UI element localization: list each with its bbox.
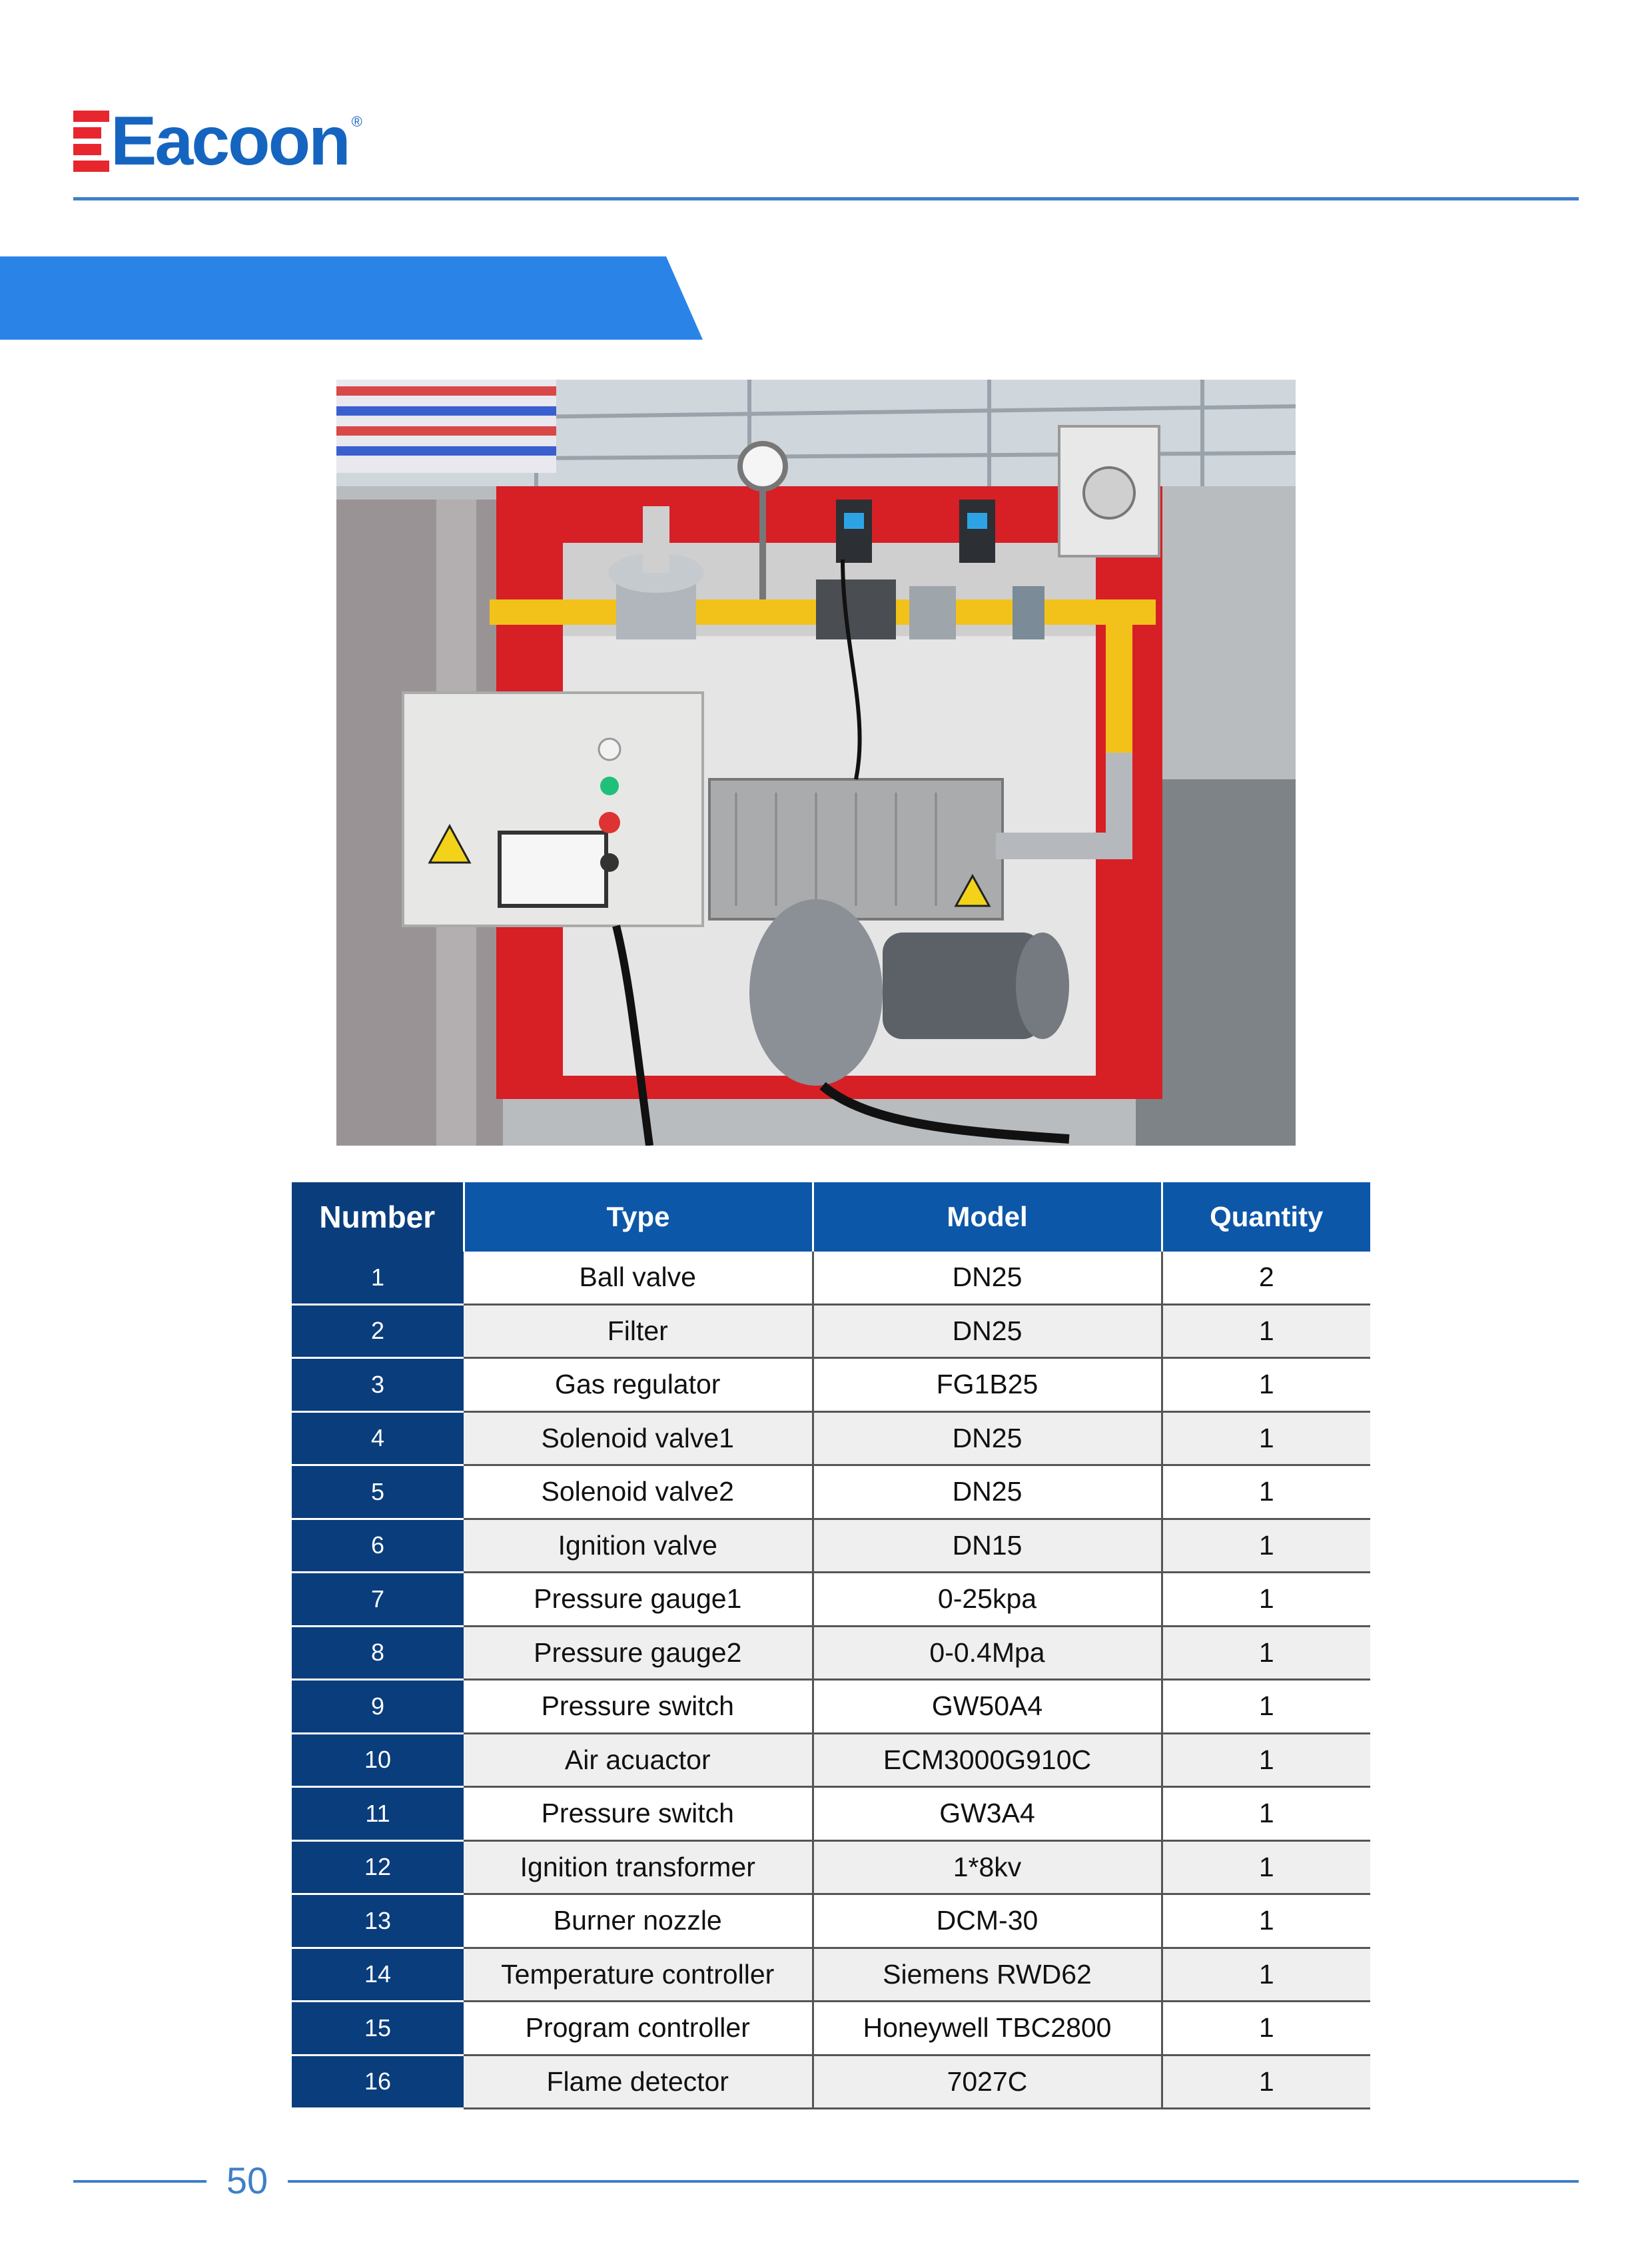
table-row bbox=[292, 1304, 1370, 1358]
section-title: Linear combustion system bbox=[69, 15, 611, 67]
footer-divider-left bbox=[73, 2180, 206, 2183]
cell-quantity: 1 bbox=[1162, 1894, 1370, 1948]
cell-type: Solenoid valve2 bbox=[464, 1465, 813, 1519]
table-row bbox=[292, 1573, 1370, 1627]
cell-model: Honeywell TBC2800 bbox=[813, 2002, 1162, 2055]
cell-model: 7027C bbox=[813, 2055, 1162, 2109]
header-quantity: Quantity bbox=[1162, 1182, 1370, 1252]
footer-divider-right bbox=[288, 2180, 1579, 2183]
table-row bbox=[292, 2055, 1370, 2109]
cell-quantity: 1 bbox=[1162, 1787, 1370, 1841]
table-row bbox=[292, 1358, 1370, 1412]
cell-model: GW50A4 bbox=[813, 1680, 1162, 1734]
cell-quantity: 1 bbox=[1162, 1304, 1370, 1358]
cell-number: 3 bbox=[292, 1358, 464, 1412]
cell-model: DCM-30 bbox=[813, 1894, 1162, 1948]
burner-assembly-photo bbox=[336, 380, 1296, 1146]
table-row bbox=[292, 1680, 1370, 1734]
cell-quantity: 1 bbox=[1162, 1519, 1370, 1573]
cell-model: DN25 bbox=[813, 1304, 1162, 1358]
cell-number: 8 bbox=[292, 1626, 464, 1680]
cell-quantity: 1 bbox=[1162, 1840, 1370, 1894]
table-row bbox=[292, 1519, 1370, 1573]
header-number: Number bbox=[292, 1182, 464, 1252]
cell-type: Ignition valve bbox=[464, 1519, 813, 1573]
cell-number: 14 bbox=[292, 1948, 464, 2002]
cell-quantity: 1 bbox=[1162, 1733, 1370, 1787]
components-table bbox=[292, 1182, 1370, 2109]
cell-quantity: 1 bbox=[1162, 1948, 1370, 2002]
table-row bbox=[292, 1894, 1370, 1948]
cell-model: DN15 bbox=[813, 1519, 1162, 1573]
cell-model: FG1B25 bbox=[813, 1358, 1162, 1412]
header-divider bbox=[73, 197, 1579, 200]
cell-model: DN25 bbox=[813, 1252, 1162, 1304]
cell-quantity: 1 bbox=[1162, 1680, 1370, 1734]
cell-number: 9 bbox=[292, 1680, 464, 1734]
cell-number: 5 bbox=[292, 1465, 464, 1519]
cell-type: Pressure gauge2 bbox=[464, 1626, 813, 1680]
table-row bbox=[292, 1626, 1370, 1680]
cell-quantity: 1 bbox=[1162, 1626, 1370, 1680]
cell-number: 10 bbox=[292, 1733, 464, 1787]
section-banner bbox=[0, 256, 703, 340]
cell-quantity: 2 bbox=[1162, 1252, 1370, 1304]
cell-type: Program controller bbox=[464, 2002, 813, 2055]
cell-number: 11 bbox=[292, 1787, 464, 1841]
cell-model: 0-0.4Mpa bbox=[813, 1626, 1162, 1680]
cell-number: 13 bbox=[292, 1894, 464, 1948]
cell-model: 0-25kpa bbox=[813, 1573, 1162, 1627]
cell-type: Flame detector bbox=[464, 2055, 813, 2109]
cell-number: 1 bbox=[292, 1252, 464, 1304]
cell-number: 15 bbox=[292, 2002, 464, 2055]
cell-model: GW3A4 bbox=[813, 1787, 1162, 1841]
cell-model: ECM3000G910C bbox=[813, 1733, 1162, 1787]
cell-type: Pressure gauge1 bbox=[464, 1573, 813, 1627]
cell-type: Air acuactor bbox=[464, 1733, 813, 1787]
cell-model: 1*8kv bbox=[813, 1840, 1162, 1894]
table-row bbox=[292, 2002, 1370, 2055]
header-type: Type bbox=[464, 1182, 813, 1252]
cell-number: 7 bbox=[292, 1573, 464, 1627]
cell-type: Burner nozzle bbox=[464, 1894, 813, 1948]
table-row bbox=[292, 1411, 1370, 1465]
page-number: 50 bbox=[226, 2159, 268, 2201]
cell-type: Gas regulator bbox=[464, 1358, 813, 1412]
cell-quantity: 1 bbox=[1162, 1573, 1370, 1627]
cell-quantity: 1 bbox=[1162, 2055, 1370, 2109]
cell-type: Pressure switch bbox=[464, 1680, 813, 1734]
cell-type: Pressure switch bbox=[464, 1787, 813, 1841]
logo-mark-icon bbox=[73, 111, 113, 172]
table-row bbox=[292, 1840, 1370, 1894]
cell-type: Ball valve bbox=[464, 1252, 813, 1304]
table-header-row bbox=[292, 1182, 1370, 1252]
table-row bbox=[292, 1252, 1370, 1304]
table-row bbox=[292, 1465, 1370, 1519]
cell-quantity: 1 bbox=[1162, 1465, 1370, 1519]
table-row bbox=[292, 1733, 1370, 1787]
cell-number: 4 bbox=[292, 1411, 464, 1465]
cell-type: Solenoid valve1 bbox=[464, 1411, 813, 1465]
cell-quantity: 1 bbox=[1162, 1358, 1370, 1412]
cell-type: Filter bbox=[464, 1304, 813, 1358]
cell-quantity: 1 bbox=[1162, 2002, 1370, 2055]
cell-number: 6 bbox=[292, 1519, 464, 1573]
cell-number: 12 bbox=[292, 1840, 464, 1894]
table-row bbox=[292, 1948, 1370, 2002]
cell-model: DN25 bbox=[813, 1411, 1162, 1465]
brand-logo bbox=[73, 103, 362, 180]
cell-model: Siemens RWD62 bbox=[813, 1948, 1162, 2002]
header-model: Model bbox=[813, 1182, 1162, 1252]
cell-type: Temperature controller bbox=[464, 1948, 813, 2002]
registered-mark: ® bbox=[351, 113, 362, 130]
brand-name: Eacoon bbox=[111, 103, 349, 180]
cell-number: 2 bbox=[292, 1304, 464, 1358]
cell-quantity: 1 bbox=[1162, 1411, 1370, 1465]
cell-type: Ignition transformer bbox=[464, 1840, 813, 1894]
cell-number: 16 bbox=[292, 2055, 464, 2109]
cell-model: DN25 bbox=[813, 1465, 1162, 1519]
table-row bbox=[292, 1787, 1370, 1841]
